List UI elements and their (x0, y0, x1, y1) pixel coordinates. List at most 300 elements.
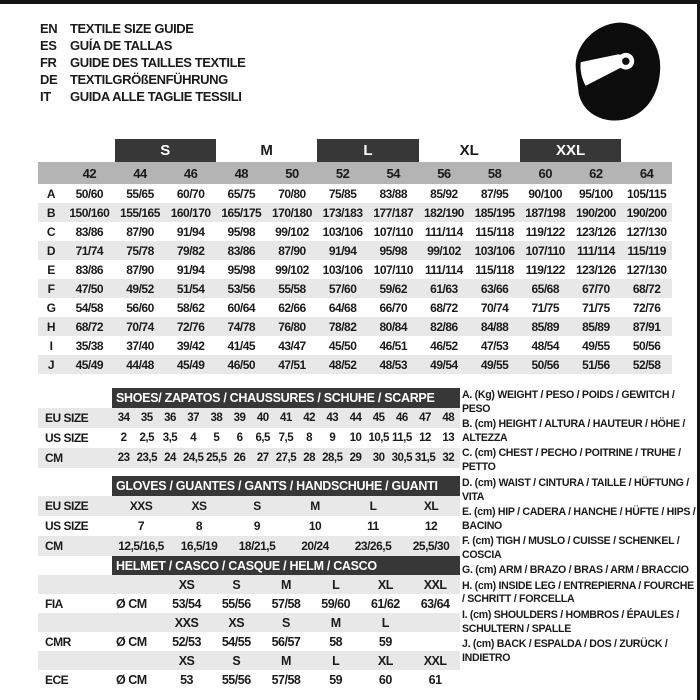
size-value-cell: 85/92 (430, 186, 458, 201)
size-header-cell: 56 (419, 162, 470, 184)
size-value-cell: 55/58 (267, 279, 318, 298)
size-value-cell: 85/89 (571, 317, 622, 336)
size-value-cell: 170/180 (267, 203, 318, 222)
size-value-cell: 67/70 (571, 279, 622, 298)
value-cell: 4 (190, 432, 197, 444)
value-cell: 7 (137, 519, 145, 533)
value-cell (112, 575, 162, 594)
value-cell: 56/57 (271, 634, 301, 649)
size-value-cell: 87/90 (126, 262, 154, 277)
language-code: EN (40, 21, 58, 36)
size-value-cell: 74/78 (216, 317, 267, 336)
value-cell: 2,5 (139, 432, 155, 444)
value-cell: 26 (228, 448, 251, 468)
measure-row-label: C (46, 224, 56, 239)
value-cell: XL (402, 496, 460, 516)
value-cell: 38 (205, 408, 228, 428)
table-row (38, 670, 460, 689)
table-row (38, 476, 460, 496)
size-header-cell: 64 (621, 162, 672, 184)
size-value-cell: 107/110 (373, 224, 413, 239)
size-group-header (64, 139, 115, 162)
value-cell: 24,5 (182, 448, 205, 468)
value-cell (112, 651, 162, 670)
legend-item: J. (cm) BACK / ESPALDA / DOS / ZURÜCK / INDIETRO (462, 637, 668, 664)
size-value-cell: 177/187 (368, 203, 419, 222)
size-value-cell: 99/102 (275, 224, 309, 239)
size-value-cell: 165/175 (216, 203, 267, 222)
size-group-header: XXL (520, 139, 621, 162)
row-label (38, 575, 112, 594)
language-code: FR (40, 55, 57, 70)
table-row (38, 355, 672, 374)
row-label-spacer (38, 162, 64, 184)
language-row (40, 54, 245, 71)
value-cell: 40 (251, 408, 274, 428)
row-label-spacer (38, 476, 112, 496)
table-row (38, 336, 672, 355)
value-cell: 16,5/19 (170, 536, 228, 556)
row-label: CM (38, 536, 112, 556)
row-label: EU SIZE (38, 408, 112, 428)
value-cell: 59 (378, 634, 392, 649)
size-value-cell: 111/114 (424, 224, 463, 239)
value-cell: 30 (367, 448, 390, 468)
table-row (38, 575, 460, 594)
value-cell: 25,5 (205, 448, 228, 468)
legend-item: D. (cm) WAIST / CINTURA / TAILLE / HÜFTUNG / VITA (462, 476, 689, 503)
value-cell: 39 (228, 408, 251, 428)
section-title: HELMET / CASCO / CASQUE / HELM / CASCO (112, 556, 460, 575)
table-row (38, 184, 672, 203)
size-value-cell: 123/126 (575, 262, 616, 277)
value-cell: 58 (329, 634, 343, 649)
value-cell: 8 (306, 432, 313, 444)
size-value-cell: 83/86 (216, 241, 267, 260)
size-value-cell: 70/80 (278, 186, 306, 201)
size-value-cell: 155/165 (115, 203, 166, 222)
value-cell: XL (361, 575, 411, 594)
size-value-cell: 107/110 (373, 262, 413, 277)
language-list (40, 20, 245, 105)
row-label: US SIZE (38, 428, 112, 448)
value-cell: 3,5 (162, 432, 178, 444)
value-cell: 54/55 (221, 634, 251, 649)
shoes-size-table (38, 388, 460, 468)
language-row (40, 88, 245, 105)
row-label: EU SIZE (38, 496, 112, 516)
value-cell: 55/56 (221, 672, 251, 687)
value-cell: M (261, 575, 311, 594)
size-value-cell: 95/98 (368, 241, 419, 260)
value-cell: XXS (112, 496, 170, 516)
size-value-cell: 90/100 (528, 186, 563, 201)
size-value-cell: 51/54 (165, 279, 216, 298)
table-row (38, 241, 672, 260)
value-cell: 61/62 (370, 596, 400, 611)
size-value-cell: 115/118 (475, 224, 514, 239)
size-value-cell: 44/48 (115, 355, 166, 374)
helmet-size-table (38, 556, 460, 689)
value-cell: 32 (437, 448, 460, 468)
value-cell: 27,5 (274, 448, 297, 468)
language-code: ES (40, 38, 57, 53)
language-code: IT (40, 89, 51, 104)
value-cell: 47 (413, 408, 436, 428)
value-cell: 36 (158, 408, 181, 428)
measure-row-label: A (46, 186, 56, 201)
size-value-cell: 119/122 (525, 262, 565, 277)
table-row (38, 162, 672, 184)
value-cell: XXS (162, 613, 212, 632)
size-header-cell: 54 (368, 162, 419, 184)
size-value-cell: 50/56 (632, 338, 661, 353)
size-value-cell: 70/74 (480, 300, 509, 315)
size-value-cell: 52/58 (621, 355, 672, 374)
size-value-cell: 119/122 (525, 224, 565, 239)
size-value-cell: 41/45 (227, 338, 256, 353)
size-value-cell: 51/56 (571, 355, 622, 374)
value-cell: XS (170, 496, 228, 516)
value-cell: 61 (428, 672, 442, 687)
value-cell: 41 (274, 408, 297, 428)
value-cell: 34 (112, 408, 135, 428)
size-value-cell: 71/75 (531, 300, 559, 315)
value-cell: 12 (419, 432, 431, 444)
value-cell (410, 613, 460, 632)
size-value-cell: 59/62 (368, 279, 419, 298)
value-cell: 6,5 (255, 432, 270, 444)
legend-item: A. (Kg) WEIGHT / PESO / POIDS / GEWITCH / PESO (462, 389, 675, 415)
size-value-cell: 50/56 (520, 355, 571, 374)
size-value-cell: 62/66 (278, 300, 306, 315)
table-row (38, 516, 460, 536)
legend-item: E. (cm) HIP / CADERA / HANCHE / HÜFTE / HIPS / BACINO (462, 505, 696, 532)
size-value-cell: 65/68 (520, 279, 571, 298)
size-value-cell: 68/72 (430, 300, 458, 315)
value-cell (112, 613, 162, 632)
language-code: DE (40, 72, 58, 87)
size-value-cell: 45/50 (328, 338, 357, 353)
size-value-cell: 103/106 (469, 241, 520, 260)
measure-row-label: J (38, 355, 64, 374)
row-label (38, 651, 112, 670)
textile-size-table (38, 139, 672, 374)
size-value-cell: 72/76 (165, 317, 216, 336)
value-cell: 7,5 (278, 432, 294, 444)
size-value-cell: 103/106 (322, 224, 363, 239)
size-value-cell: 53/56 (216, 279, 267, 298)
row-label: CM (38, 448, 112, 468)
language-title: GUIDA ALLE TAGLIE TESSILI (70, 89, 242, 104)
size-value-cell: 78/82 (317, 317, 368, 336)
size-value-cell: 48/54 (531, 338, 559, 353)
size-value-cell: 49/55 (582, 338, 610, 353)
size-value-cell: 49/52 (115, 279, 166, 298)
row-label: US SIZE (38, 516, 112, 536)
size-value-cell: 61/63 (419, 279, 470, 298)
value-cell: XS (162, 651, 212, 670)
value-cell: 12 (424, 519, 438, 533)
size-value-cell: 187/198 (520, 203, 571, 222)
row-label-spacer (38, 556, 112, 575)
value-cell: 53 (180, 672, 193, 687)
legend-item: C. (cm) CHEST / PECHO / POITRINE / TRUHE / PETTO (462, 447, 681, 474)
size-header-cell: 50 (267, 162, 318, 184)
size-value-cell: 35/38 (75, 338, 104, 353)
size-value-cell: 55/65 (126, 186, 154, 201)
legend-item: B. (cm) HEIGHT / ALTURA / HAUTEUR / HÖHE / ALTEZZA (462, 418, 686, 445)
value-cell: 55/56 (221, 596, 251, 611)
size-value-cell: 83/86 (75, 262, 104, 277)
value-cell: 23,5 (135, 448, 158, 468)
value-cell: 18/21,5 (228, 536, 286, 556)
value-cell: 2 (120, 432, 127, 444)
value-cell: Ø CM (116, 634, 147, 649)
size-value-cell: 87/91 (621, 317, 672, 336)
size-value-cell: 49/54 (419, 355, 470, 374)
size-value-cell: 66/70 (379, 300, 408, 315)
value-cell: S (211, 575, 261, 594)
value-cell: 6 (236, 432, 243, 444)
size-value-cell: 111/114 (571, 241, 622, 260)
size-value-cell: 83/88 (379, 186, 408, 201)
size-value-cell: 123/126 (575, 224, 616, 239)
value-cell: 44 (344, 408, 367, 428)
size-value-cell: 84/88 (469, 317, 520, 336)
table-row (38, 279, 672, 298)
size-value-cell: 87/95 (480, 186, 509, 201)
value-cell: 35 (135, 408, 158, 428)
language-row (40, 71, 245, 88)
value-cell: 63/64 (420, 596, 450, 611)
size-value-cell: 105/115 (627, 186, 667, 201)
value-cell: 12,5/16,5 (112, 536, 170, 556)
measure-row-label: G (46, 300, 56, 315)
value-cell: 53/54 (172, 596, 201, 611)
value-cell: 10,5 (368, 432, 389, 444)
table-row (38, 496, 460, 516)
size-value-cell: 64/68 (328, 300, 357, 315)
row-label: ECE (38, 670, 112, 689)
size-value-cell: 46/51 (379, 338, 408, 353)
measure-row-label: B (38, 203, 64, 222)
table-row (38, 388, 460, 408)
legend-item: G. (cm) ARM / BRAZO / BRAS / ARM / BRACCIO (462, 564, 689, 577)
size-value-cell: 79/82 (165, 241, 216, 260)
measure-row-label: I (49, 338, 53, 353)
size-value-cell: 150/160 (64, 203, 115, 222)
top-border-line (0, 0, 700, 4)
corner-spacer (38, 139, 64, 162)
value-cell: 52/53 (172, 634, 201, 649)
size-value-cell: 103/106 (322, 262, 363, 277)
language-title: GUIDE DES TAILLES TEXTILE (70, 55, 246, 70)
size-value-cell: 60/64 (227, 300, 256, 315)
size-value-cell: 91/94 (176, 224, 205, 239)
size-value-cell: 72/76 (632, 300, 661, 315)
size-value-cell: 68/72 (64, 317, 115, 336)
language-title: GUÍA DE TALLAS (70, 38, 173, 53)
size-value-cell: 87/90 (126, 224, 154, 239)
size-value-cell: 76/80 (267, 317, 318, 336)
value-cell: 23/26,5 (344, 536, 402, 556)
value-cell: 30,5 (390, 448, 413, 468)
value-cell: L (311, 651, 361, 670)
row-label: FIA (38, 594, 112, 613)
value-cell: 48 (437, 408, 460, 428)
measure-row-label: F (38, 279, 64, 298)
size-value-cell: 57/60 (317, 279, 368, 298)
legend-item: I. (cm) SHOULDERS / HOMBROS / ÉPAULES / SCHULTERN / SPALLE (462, 608, 680, 635)
size-header-cell: 60 (520, 162, 571, 184)
value-cell: L (361, 613, 411, 632)
size-value-cell: 182/190 (419, 203, 470, 222)
table-row (38, 632, 460, 651)
size-header-cell: 52 (317, 162, 368, 184)
size-value-cell: 190/200 (571, 203, 622, 222)
value-cell: 25,5/30 (402, 536, 460, 556)
language-title: TEXTILGRÖßENFÜHRUNG (70, 72, 228, 87)
value-cell: XXL (410, 651, 460, 670)
size-header-cell: 44 (115, 162, 166, 184)
size-value-cell: 127/130 (626, 262, 667, 277)
row-label-spacer (38, 388, 112, 408)
table-row (38, 203, 672, 222)
size-group-header: L (317, 139, 418, 162)
row-label: CMR (38, 632, 112, 651)
value-cell: S (261, 613, 311, 632)
size-value-cell: 45/49 (165, 355, 216, 374)
size-value-cell: 47/51 (267, 355, 318, 374)
value-cell: 60 (378, 672, 392, 687)
table-row (38, 317, 672, 336)
size-value-cell: 60/70 (176, 186, 205, 201)
size-header-cell: 58 (469, 162, 520, 184)
legend-item: H. (cm) INSIDE LEG / ENTREPIERNA / FOURCHE / SCHRITT / FORCELLA (462, 579, 694, 606)
measure-row-label: E (47, 262, 55, 277)
size-value-cell: 46/50 (216, 355, 267, 374)
value-cell: 10 (308, 519, 322, 533)
size-value-cell: 160/170 (165, 203, 216, 222)
value-cell: 27 (251, 448, 274, 468)
value-cell: 31,5 (413, 448, 436, 468)
table-row (38, 613, 460, 632)
value-cell: Ø CM (116, 596, 147, 611)
value-cell: 37 (182, 408, 205, 428)
size-header-cell: 42 (64, 162, 115, 184)
value-cell: 59 (329, 672, 343, 687)
size-value-cell: 107/110 (520, 241, 571, 260)
size-value-cell: 63/66 (469, 279, 520, 298)
value-cell: M (286, 496, 344, 516)
value-cell: 43 (321, 408, 344, 428)
size-value-cell: 115/118 (475, 262, 514, 277)
value-cell: 28 (298, 448, 321, 468)
size-value-cell: 99/102 (275, 262, 309, 277)
measure-row-label: H (38, 317, 64, 336)
size-value-cell: 111/114 (424, 262, 463, 277)
section-title: SHOES/ ZAPATOS / CHAUSSURES / SCHUHE / SCARPE (112, 388, 460, 408)
size-group-header: XL (459, 142, 479, 159)
size-value-cell: 43/47 (278, 338, 306, 353)
size-header-cell: 48 (216, 162, 267, 184)
value-cell: 5 (213, 432, 220, 444)
value-cell: L (344, 496, 402, 516)
value-cell: 59/60 (321, 596, 351, 611)
value-cell: 24 (158, 448, 181, 468)
size-value-cell: 95/98 (227, 262, 256, 277)
size-value-cell: 80/84 (368, 317, 419, 336)
value-cell: 42 (298, 408, 321, 428)
measurement-legend (462, 389, 696, 667)
measure-row-label: D (38, 241, 64, 260)
value-cell: 13 (442, 432, 455, 444)
table-row (38, 408, 460, 428)
value-cell: XL (361, 651, 411, 670)
value-cell: 9 (253, 519, 261, 533)
table-row (38, 556, 460, 575)
table-row (38, 536, 460, 556)
size-value-cell: 71/74 (64, 241, 115, 260)
value-cell: XXL (410, 575, 460, 594)
size-value-cell: 47/53 (480, 338, 509, 353)
size-value-cell: 173/183 (317, 203, 368, 222)
value-cell: XS (211, 613, 261, 632)
value-cell: S (228, 496, 286, 516)
size-value-cell: 68/72 (621, 279, 672, 298)
size-value-cell: 49/55 (469, 355, 520, 374)
table-row (38, 260, 672, 279)
value-cell: 57/58 (271, 672, 301, 687)
gloves-size-table (38, 476, 460, 556)
value-cell: 8 (195, 519, 203, 533)
value-cell: 23 (112, 448, 135, 468)
value-cell: M (311, 613, 361, 632)
value-cell: Ø CM (116, 672, 147, 687)
language-title: TEXTILE SIZE GUIDE (70, 21, 194, 36)
value-cell: 11,5 (391, 432, 412, 444)
size-value-cell: 82/86 (419, 317, 470, 336)
size-value-cell: 185/195 (469, 203, 520, 222)
size-value-cell: 85/89 (520, 317, 571, 336)
size-group-header: S (115, 139, 216, 162)
language-row (40, 20, 245, 37)
size-value-cell: 50/60 (75, 186, 104, 201)
value-cell: 29 (344, 448, 367, 468)
table-row (38, 139, 672, 162)
size-value-cell: 65/75 (227, 186, 256, 201)
table-row (38, 222, 672, 241)
value-cell (410, 632, 460, 651)
size-header-cell: 62 (571, 162, 622, 184)
size-value-cell: 48/52 (317, 355, 368, 374)
value-cell: 11 (367, 519, 379, 533)
table-row (38, 428, 460, 448)
size-value-cell: 45/49 (64, 355, 115, 374)
size-value-cell: 39/42 (176, 338, 205, 353)
size-value-cell: 91/94 (317, 241, 368, 260)
size-value-cell: 95/100 (579, 186, 613, 201)
size-group-header: M (260, 142, 273, 159)
table-row (38, 298, 672, 317)
table-row (38, 594, 460, 613)
value-cell: 45 (367, 408, 390, 428)
size-value-cell: 48/53 (368, 355, 419, 374)
value-cell: S (211, 651, 261, 670)
size-value-cell: 71/75 (582, 300, 610, 315)
size-value-cell: 95/98 (227, 224, 256, 239)
